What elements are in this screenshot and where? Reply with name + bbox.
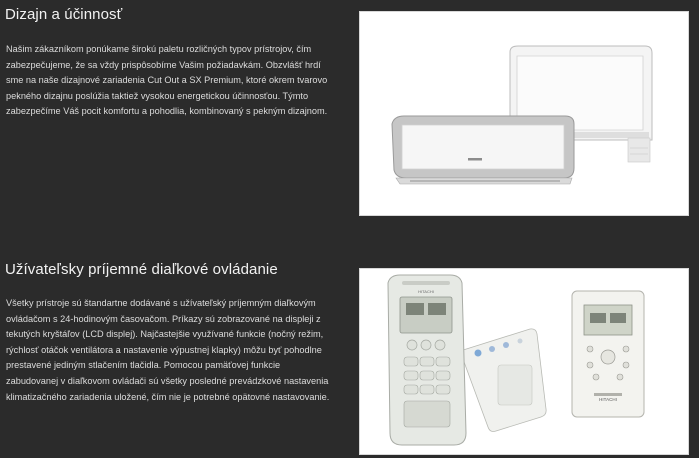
wall-controller-image bbox=[572, 291, 644, 417]
design-heading: Dizajn a účinnosť bbox=[5, 6, 123, 23]
remote-section bbox=[0, 252, 699, 458]
remote-controls-photo bbox=[359, 268, 689, 455]
wall-unit-image bbox=[392, 116, 574, 184]
design-section bbox=[0, 0, 699, 225]
design-body: Našim zákazníkom ponúkame širokú paletu rozličných typov prístrojov, čím zabezpečujeme, že sa vždy prispôsobíme Vašim požiadavkám. Obzvlášť hrdí sme na naše dizajnové zariadenia Cut Out a SX Premium, ktoré okrem tvarovo pekného dizajnu poslúžia taktiež vysokou energetickou účinnosťou. Týmto zabezpečíme Váš pocit komfortu a pohodlia, kombinovaný s pekným dizajnom. bbox=[6, 44, 328, 117]
remote-heading: Užívateľsky príjemné diaľkové ovládanie bbox=[5, 261, 278, 278]
controller-brand-text: HITACHI bbox=[599, 397, 617, 402]
remote-brand-text: HITACHI bbox=[418, 289, 434, 294]
handheld-remote-image bbox=[388, 275, 466, 445]
remote-body: Všetky prístroje sú štandartne dodávané s užívateľský príjemným diaľkovým ovládačom s 24-hodinovým časovačom. Príkazy sú zobrazované na displeji z tekutých kryštáľov (LCD displej). Najčastejšie využívané funkcie (nočný režim, rýchlosť otáčok ventilátora a nastavenie výpustnej klapky) môžu byť pohodlne prestavené jediným stlačením tlačidla. Pomocou pamäťovej funkcie zabudovanej v diaľkovom ovládači sú všetky posledné prevádzkové nastavenia klimatizačného zariadenia uložené, čím nie je potrebné opätovné nastavovanie. bbox=[6, 298, 330, 402]
ac-units-photo bbox=[359, 11, 689, 216]
remote-cover-image bbox=[460, 329, 546, 432]
